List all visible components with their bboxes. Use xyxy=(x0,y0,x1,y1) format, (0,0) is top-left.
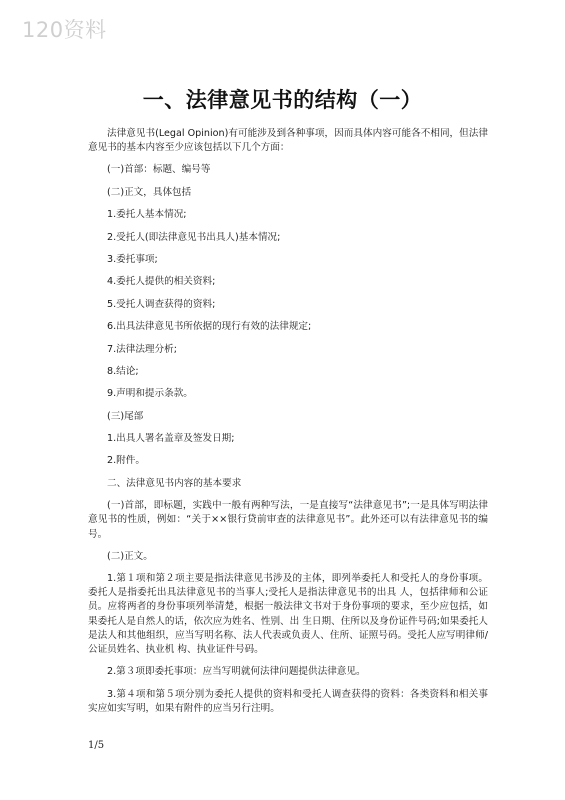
list-item: 4.委托人提供的相关资料; xyxy=(107,276,216,288)
list-item: 1.委托人基本情况; xyxy=(107,209,187,221)
body-paragraph: 3.第４项和第５项分别为委托人提供的资料和受托人调查获得的资料：各类资料和相关事实应如实写明，如果有附件的应当另行注明。 xyxy=(88,688,488,714)
list-item: 8.结论; xyxy=(107,365,139,377)
list-item: 6.出具法律意见书所依据的现行有效的法律规定; xyxy=(107,321,312,333)
page-number: 1/5 xyxy=(88,740,105,751)
list-item: 3.委托事项; xyxy=(107,253,158,265)
body-paragraph: (二)正文。 xyxy=(107,550,153,562)
page-title: 一、法律意见书的结构（一） xyxy=(142,88,423,112)
list-item: 7.法律法理分析; xyxy=(107,343,177,355)
watermark-logo: 120资料 xyxy=(22,18,107,42)
section-heading: 二、法律意见书内容的基本要求 xyxy=(107,477,242,489)
body-paragraph: (一)首部，即标题，实践中一般有两种写法，一是直接写“法律意见书”;一是具体写明法律意见书的性质，例如：“关于××银行贷前审查的法律意见书”。此外还可以有法律意见书的编号。 xyxy=(88,500,488,540)
body-paragraph: 1.第１项和第２项主要是指法律意见书涉及的主体，即列举委托人和受托人的身份事项。委托人是指委托出具法律意见书的当事人;受托人是指法律意见书的出具 人，包括律师和公证员。应将两者的身份事项列举清楚，根据一般法律文书对于身份事项的要求，至少应包括，如果委托人是自然人的话，依次应为姓名、性别、出 生日期、住所以及身份证件号码;如果委托人是法人和其他组织，应当写明名称、法人代表或负责人、住所、证照号码。受托人应写明律师/公证员姓名、执业机 构、执业证件号码。 xyxy=(88,573,488,656)
list-item: 2.受托人(即法律意见书出具人)基本情况; xyxy=(107,231,281,243)
list-item: 5.受托人调查获得的资料; xyxy=(107,298,216,310)
list-item: (一)首部：标题、编号等 xyxy=(107,164,211,176)
intro-paragraph: 法律意见书(Legal Opinion)有可能涉及到各种事项，因而具体内容可能各不相同，但法律意见书的基本内容至少应该包括以下几个方面： xyxy=(88,128,488,154)
list-item: 1.出具人署名盖章及签发日期; xyxy=(107,433,235,445)
body-paragraph: 2.第３项即委托事项：应当写明就何法律问题提供法律意见。 xyxy=(107,666,366,678)
list-item: (三)尾部 xyxy=(107,410,144,422)
list-item: (二)正文，具体包括 xyxy=(107,186,192,198)
list-item: 9.声明和提示条款。 xyxy=(107,388,193,400)
document-body xyxy=(88,127,488,724)
list-item: 2.附件。 xyxy=(107,455,145,467)
